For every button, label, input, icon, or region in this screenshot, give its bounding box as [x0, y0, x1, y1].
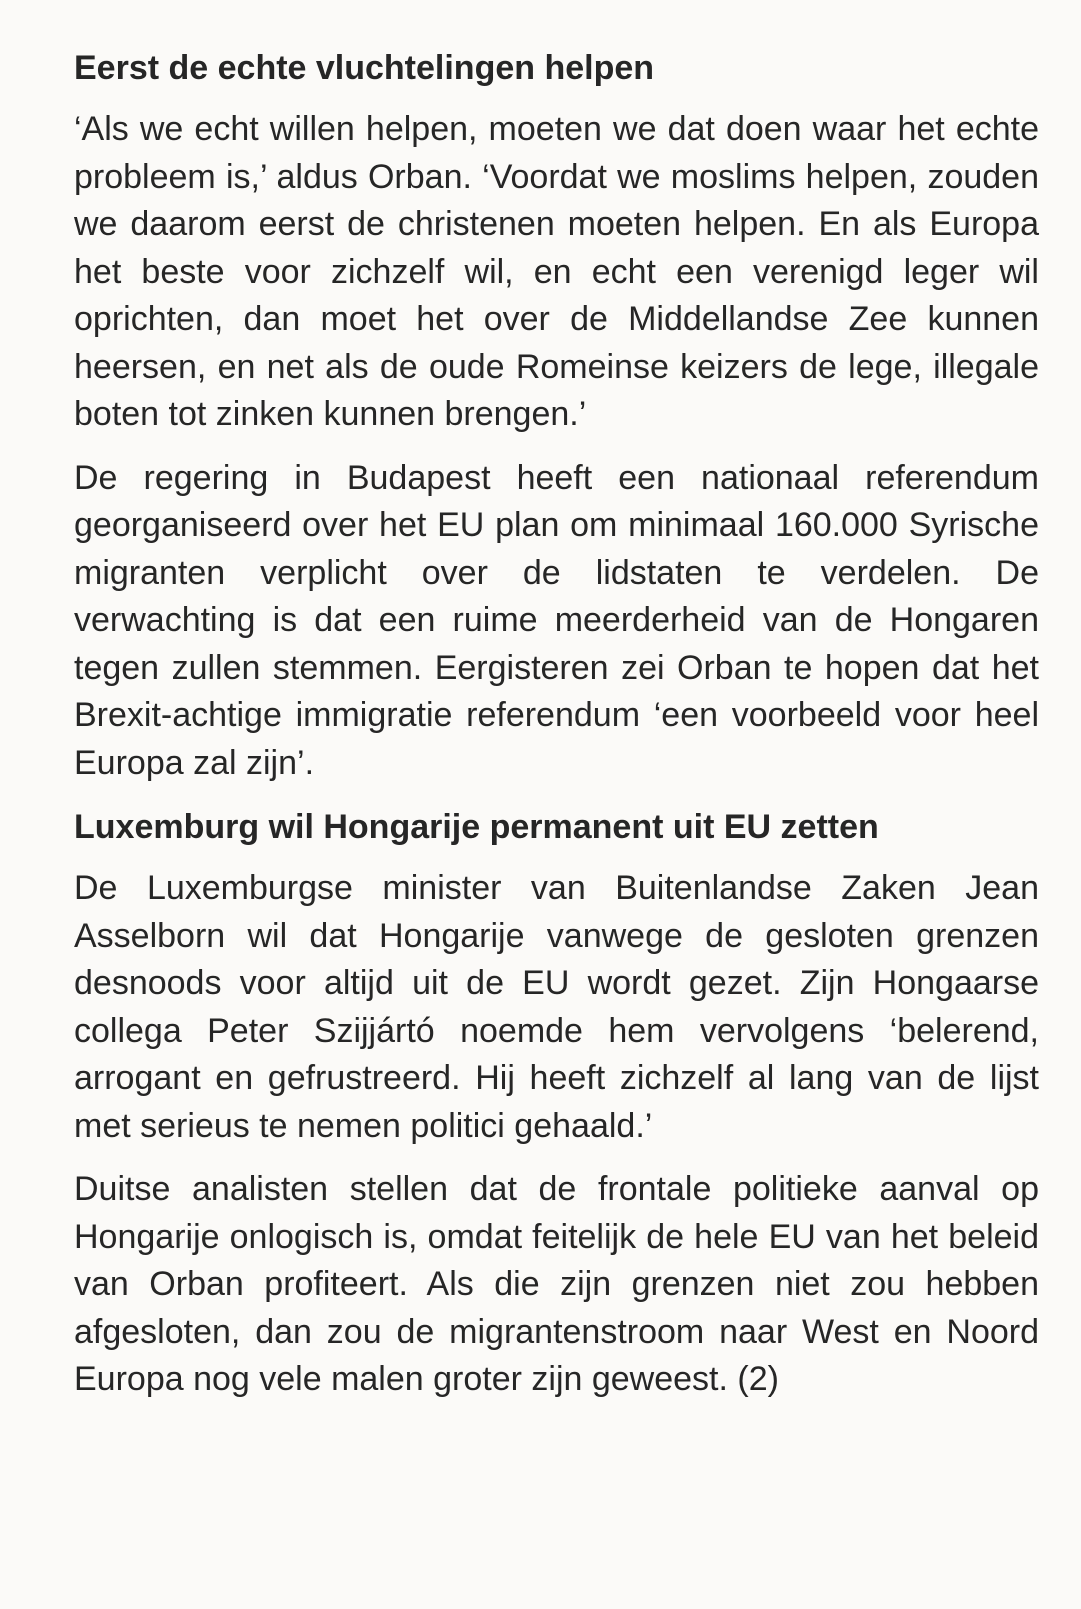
- paragraph: ‘Als we echt willen helpen, moeten we dat doen waar het echte probleem is,’ aldus Orban. ‘Voordat we moslims helpen, zouden we daarom eerst de christenen moeten helpen. En als Europa het beste voor zichzelf wil, en echt een verenigd leger wil oprichten, dan moet het over de Middellandse Zee kunnen heersen, en net als de oude Romeinse keizers de lege, illegale boten tot zinken kunnen brengen.’: [74, 110, 1039, 433]
- article-body: [74, 44, 1039, 1420]
- paragraph: De Luxemburgse minister van Buitenlandse Zaken Jean Asselborn wil dat Hongarije vanwege de gesloten grenzen desnoods voor altijd uit de EU wordt gezet. Zijn Hongaarse collega Peter Szijjártó noemde hem vervolgens ‘belerend, arrogant en gefrustreerd. Hij heeft zichzelf al lang van de lijst met serieus te nemen politici gehaald.’: [74, 869, 1039, 1145]
- paragraph: Duitse analisten stellen dat de frontale politieke aanval op Hongarije onlogisch is, omdat feitelijk de hele EU van het beleid van Orban profiteert. Als die zijn grenzen niet zou hebben afgesloten, dan zou de migrantenstroom naar West en Noord Europa nog vele malen groter zijn geweest. (2): [74, 1170, 1039, 1398]
- section-heading: Eerst de echte vluchtelingen helpen: [74, 49, 655, 87]
- paragraph: De regering in Budapest heeft een nationaal referendum georganiseerd over het EU plan om minimaal 160.000 Syrische migranten verplicht over de lidstaten te verdelen. De verwachting is dat een ruime meerderheid van de Hongaren tegen zullen stemmen. Eergisteren zei Orban te hopen dat het Brexit-achtige immigratie referendum ‘een voorbeeld voor heel Europa zal zijn’.: [74, 458, 1039, 782]
- section-heading: Luxemburg wil Hongarije permanent uit EU zetten: [74, 808, 879, 846]
